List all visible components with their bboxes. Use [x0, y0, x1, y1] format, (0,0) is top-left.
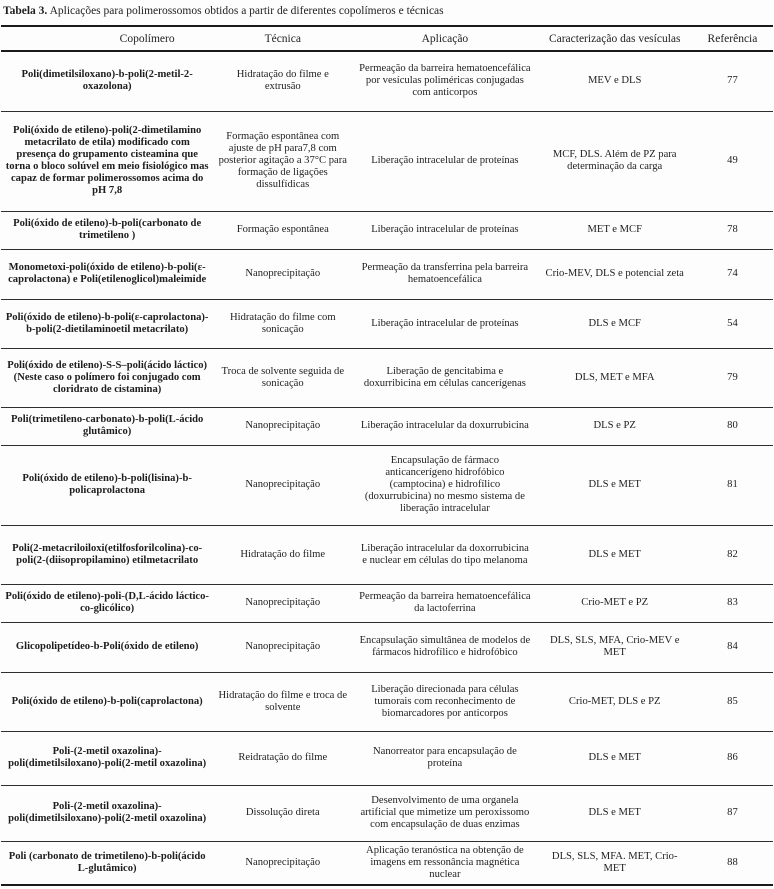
cell-copolimero: Poli(óxido de etileno)-poli(2-dimetilamino metacrilato de etila) modificado com presença do grupamento cisteamina que torna o bloco solúvel em meio fisiológico mas capaz de formar polimerossomos acima do pH 7,8 — [1, 111, 213, 211]
table-row — [1, 51, 773, 111]
cell-aplicacao: Liberação intracelular da doxurrubicina — [352, 407, 537, 445]
table-row — [1, 249, 773, 299]
table-title — [3, 5, 773, 18]
cell-caracterizacao: Crio-MET, DLS e PZ — [538, 672, 692, 731]
table-caption: Aplicações para polimerossomos obtidos a partir de diferentes copolímeros e técnicas — [49, 5, 444, 17]
cell-referencia: 80 — [692, 407, 773, 445]
table-row — [1, 525, 773, 584]
table-row — [1, 407, 773, 445]
cell-referencia: 81 — [692, 445, 773, 525]
cell-copolimero: Poli(óxido de etileno)-b-poli(lisina)-b-policaprolactona — [1, 445, 213, 525]
cell-copolimero: Poli-(2-metil oxazolina)-poli(dimetilsiloxano)-poli(2-metil oxazolina) — [1, 785, 213, 841]
cell-referencia: 74 — [692, 249, 773, 299]
cell-copolimero: Poli(óxido de etileno)-S-S–poli(ácido láctico) (Neste caso o polímero foi conjugado com cloridrato de cistamina) — [1, 348, 213, 407]
cell-aplicacao: Liberação direcionada para células tumorais com reconhecimento de biomarcadores por anticorpos — [352, 672, 537, 731]
table-body — [1, 51, 773, 885]
table-row — [1, 672, 773, 731]
cell-caracterizacao: DLS e PZ — [538, 407, 692, 445]
cell-caracterizacao: DLS e MET — [538, 731, 692, 785]
column-header-caracterizacao: Caracterização das vesículas — [538, 26, 692, 51]
cell-aplicacao: Liberação intracelular da doxorrubicina e nuclear em células do tipo melanoma — [352, 525, 537, 584]
cell-tecnica: Nanoprecipitação — [213, 249, 352, 299]
cell-caracterizacao: MET e MCF — [538, 211, 692, 249]
cell-aplicacao: Permeação da transferrina pela barreira hematoencefálica — [352, 249, 537, 299]
cell-tecnica: Hidratação do filme e extrusão — [236, 69, 329, 93]
cell-aplicacao: Liberação intracelular de proteínas — [352, 211, 537, 249]
cell-caracterizacao: DLS, SLS, MFA. MET, Crio-MET — [538, 841, 692, 885]
cell-caracterizacao: DLS e MCF — [538, 299, 692, 348]
applications-table — [1, 25, 773, 886]
cell-tecnica: Nanoprecipitação — [213, 841, 352, 885]
column-header-referencia: Referência — [692, 26, 773, 51]
cell-tecnica: Dissolução direta — [213, 785, 352, 841]
cell-aplicacao: Encapsulação de fármaco anticancerígeno hidrofóbico (camptocina) e hidrofílico (doxurrubicina) no mesmo sistema de liberação intracelular — [352, 445, 537, 525]
cell-aplicacao: Liberação intracelular de proteínas — [352, 299, 537, 348]
cell-caracterizacao: MCF, DLS. Além de PZ para determinação da carga — [538, 111, 692, 211]
cell-referencia: 77 — [727, 75, 738, 87]
table-label: Tabela 3. — [3, 5, 48, 17]
cell-caracterizacao: DLS e MET — [538, 785, 692, 841]
column-header-tecnica: Técnica — [213, 26, 352, 51]
cell-aplicacao: Liberação de gencitabima e doxurribicina em células cancerígenas — [352, 348, 537, 407]
cell-copolimero: Glicopolipetídeo-b-Poli(óxido de etileno) — [1, 622, 213, 672]
cell-caracterizacao: DLS, MET e MFA — [538, 348, 692, 407]
cell-aplicacao: Encapsulação simultânea de modelos de fármacos hidrofílico e hidrofóbico — [352, 622, 537, 672]
cell-aplicacao: Permeação da barreira hematoencefálica da lactoferrina — [352, 584, 537, 622]
cell-tecnica: Hidratação do filme e troca de solvente — [213, 672, 352, 731]
table-row — [1, 111, 773, 211]
cell-caracterizacao: MEV e DLS — [588, 75, 642, 87]
cell-referencia: 87 — [692, 785, 773, 841]
column-header-aplicacao: Aplicação — [352, 26, 537, 51]
cell-aplicacao: Nanorreator para encapsulação de proteína — [352, 731, 537, 785]
cell-referencia: 83 — [692, 584, 773, 622]
column-header-copolimero: Copolímero — [1, 26, 213, 51]
cell-copolimero: Poli(óxido de etileno)-b-poli(carbonato de trimetileno ) — [1, 211, 213, 249]
cell-copolimero: Poli (carbonato de trimetileno)-b-poli(ácido L-glutâmico) — [1, 841, 213, 885]
cell-tecnica: Reidratação do filme — [213, 731, 352, 785]
cell-referencia: 54 — [692, 299, 773, 348]
table-header — [1, 26, 773, 51]
cell-tecnica: Formação espontânea — [213, 211, 352, 249]
cell-copolimero: Poli(dimetilsiloxano)-b-poli(2-metil-2-oxazolona) — [21, 69, 193, 93]
cell-aplicacao: Liberação intracelular de proteínas — [352, 111, 537, 211]
table-row — [1, 445, 773, 525]
cell-caracterizacao: Crio-MET e PZ — [538, 584, 692, 622]
cell-tecnica: Hidratação do filme — [213, 525, 352, 584]
cell-copolimero: Poli(trimetileno-carbonato)-b-poli(L-ácido glutâmico) — [1, 407, 213, 445]
table-row — [1, 584, 773, 622]
cell-copolimero: Poli(óxido de etileno)-b-poli(ε-caprolactona)-b-poli(2-dietilaminoetil metacrilato) — [1, 299, 213, 348]
table-row — [1, 211, 773, 249]
cell-referencia: 85 — [692, 672, 773, 731]
cell-caracterizacao: DLS e MET — [538, 445, 692, 525]
cell-aplicacao: Desenvolvimento de uma organela artificial que mimetize um peroxissomo com encapsulação de duas enzimas — [352, 785, 537, 841]
table-row — [1, 731, 773, 785]
cell-copolimero: Poli(2-metacriloiloxi(etilfosforilcolina)-co-poli(2-(diisopropilamino) etilmetacrilato — [1, 525, 213, 584]
cell-referencia: 86 — [692, 731, 773, 785]
cell-caracterizacao: Crio-MEV, DLS e potencial zeta — [538, 249, 692, 299]
cell-copolimero: Monometoxi-poli(óxido de etileno)-b-poli(ε-caprolactona) e Poli(etilenoglicol)maleimide — [1, 249, 213, 299]
cell-tecnica: Nanoprecipitação — [213, 584, 352, 622]
cell-copolimero: Poli-(2-metil oxazolina)-poli(dimetilsiloxano)-poli(2-metil oxazolina) — [1, 731, 213, 785]
cell-copolimero: Poli(óxido de etileno)-poli-(D,L-ácido láctico-co-glicólico) — [1, 584, 213, 622]
cell-copolimero: Poli(óxido de etileno)-b-poli(caprolactona) — [1, 672, 213, 731]
cell-referencia: 78 — [692, 211, 773, 249]
cell-referencia: 88 — [692, 841, 773, 885]
cell-tecnica: Nanoprecipitação — [213, 407, 352, 445]
table-row — [1, 841, 773, 885]
cell-tecnica: Formação espontânea com ajuste de pH para7,8 com posterior agitação a 37°C para formação de ligações dissulfídicas — [213, 111, 352, 211]
cell-caracterizacao: DLS e MET — [538, 525, 692, 584]
cell-aplicacao: Permeação da barreira hematoencefálica por vesículas poliméricas conjugadas com anticorpos — [359, 63, 531, 99]
cell-referencia: 79 — [692, 348, 773, 407]
table-row — [1, 622, 773, 672]
cell-tecnica: Hidratação do filme com sonicação — [213, 299, 352, 348]
header-row — [1, 26, 773, 51]
cell-referencia: 49 — [692, 111, 773, 211]
table-row — [1, 785, 773, 841]
cell-tecnica: Nanoprecipitação — [213, 622, 352, 672]
cell-tecnica: Troca de solvente seguida de sonicação — [213, 348, 352, 407]
cell-caracterizacao: DLS, SLS, MFA, Crio-MEV e MET — [538, 622, 692, 672]
table-row — [1, 348, 773, 407]
cell-tecnica: Nanoprecipitação — [213, 445, 352, 525]
cell-aplicacao: Aplicação teranóstica na obtenção de imagens em ressonância magnética nuclear — [352, 841, 537, 885]
cell-referencia: 82 — [692, 525, 773, 584]
table-row — [1, 299, 773, 348]
cell-referencia: 84 — [692, 622, 773, 672]
